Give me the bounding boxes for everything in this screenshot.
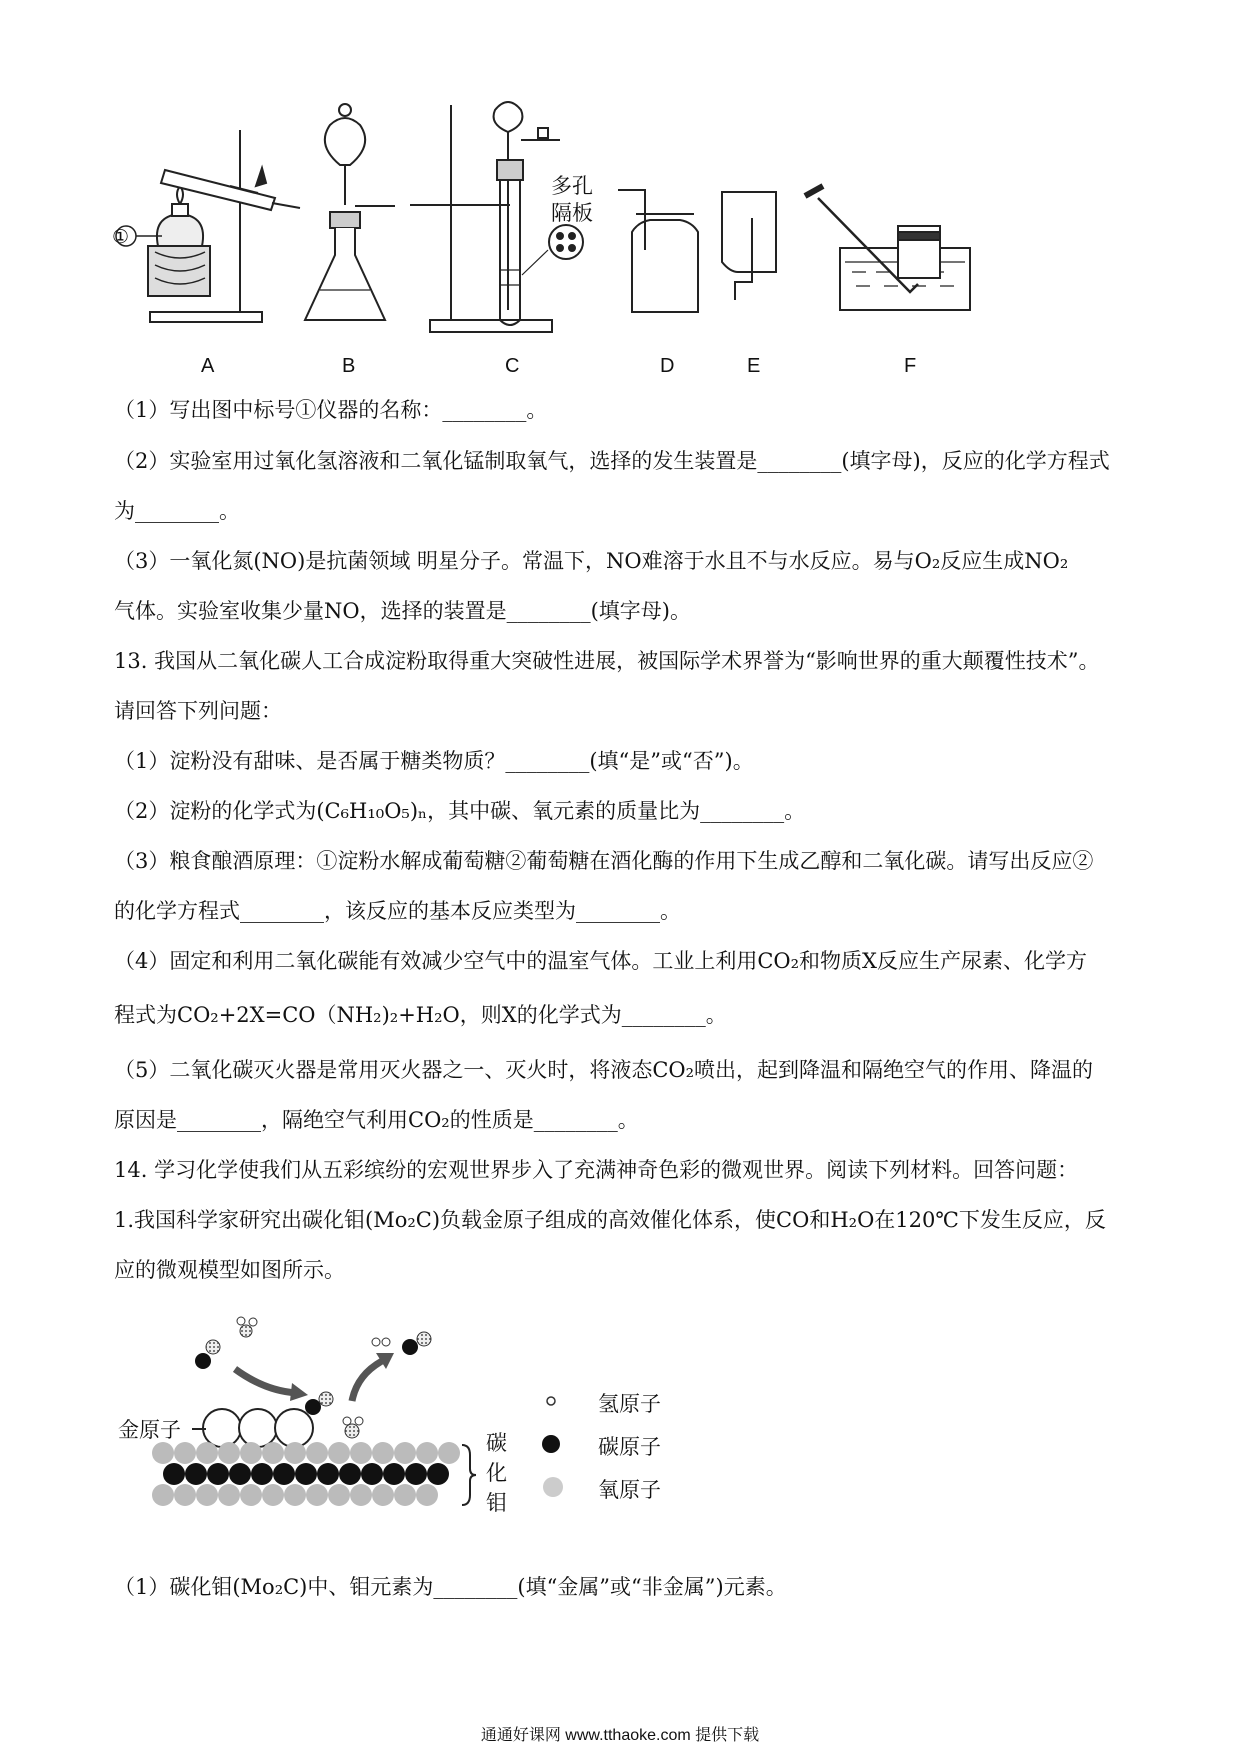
q13-part4-line1: （4）固定和利用二氧化碳能有效减少空气中的温室气体。工业上利用CO₂和物质X反应生产尿素、化学方 <box>114 949 1088 973</box>
label-a: A <box>201 355 215 377</box>
q13-part5-line1: （5）二氧化碳灭火器是常用灭火器之一、灭火时，将液态CO₂喷出，起到降温和隔绝空气的作用、降温的 <box>114 1058 1094 1082</box>
footer: 通通好课网 www.tthaoke.com 提供下载 <box>480 1727 760 1744</box>
q13-part3-line1: （3）粮食酿酒原理：①淀粉水解成葡萄糖②葡萄糖在酒化酶的作用下生成乙醇和二氧化碳。请写出反应② <box>114 849 1094 873</box>
q13-part5-line2: 原因是________，隔绝空气利用CO₂的性质是________。 <box>114 1108 639 1132</box>
label-e: E <box>747 355 761 377</box>
q13-stem-line1: 13. 我国从二氧化碳人工合成淀粉取得重大突破性进展，被国际学术界誉为“影响世界的重大颠覆性技术”。 <box>114 649 1100 673</box>
q14-material1-line1: 1.我国科学家研究出碳化钼(Mo₂C)负载金原子组成的高效催化体系，使CO和H₂O在120℃下发生反应，反 <box>114 1208 1106 1232</box>
carbide-label-3: 钼 <box>486 1492 507 1515</box>
q13-part1: （1）淀粉没有甜味、是否属于糖类物质？________(填“是”或“否”)。 <box>114 749 754 773</box>
q14-part1: （1）碳化钼(Mo₂C)中、钼元素为________(填“金属”或“非金属”)元素。 <box>114 1575 787 1599</box>
porous-plate-label-1: 多孔 <box>551 175 593 198</box>
label-d: D <box>660 355 675 377</box>
q14-material1-line2: 应的微观模型如图所示。 <box>114 1258 345 1282</box>
apparatus-b <box>305 104 395 320</box>
legend-oxygen: 氧原子 <box>598 1479 661 1502</box>
q12-part1: （1）写出图中标号①仪器的名称：________。 <box>114 398 548 422</box>
q13-part2: （2）淀粉的化学式为(C₆H₁₀O₅)ₙ，其中碳、氧元素的质量比为________。 <box>114 799 806 823</box>
carbide-label-2: 化 <box>486 1462 507 1485</box>
q13-part4-line2: 程式为CO₂+2X=CO（NH₂)₂+H₂O，则X的化学式为________。 <box>114 1003 727 1027</box>
apparatus-figure <box>0 0 1240 380</box>
q12-part3-line2: 气体。实验室收集少量NO，选择的装置是________(填字母)。 <box>114 599 691 623</box>
q12-part2-line2: 为________。 <box>114 499 240 523</box>
q13-part3-line2: 的化学方程式________，该反应的基本反应类型为________。 <box>114 899 681 923</box>
label-f: F <box>904 355 917 377</box>
q13-stem-line2: 请回答下列问题： <box>114 699 282 723</box>
catalyst-model-figure <box>0 1305 1240 1545</box>
legend-hydrogen: 氢原子 <box>598 1393 661 1416</box>
apparatus-d <box>618 190 698 312</box>
marker-label: ① <box>112 226 130 248</box>
apparatus-f <box>805 186 970 310</box>
porous-plate-label-2: 隔板 <box>551 202 593 225</box>
q14-stem: 14. 学习化学使我们从五彩缤纷的宏观世界步入了充满神奇色彩的微观世界。阅读下列材料。回答问题： <box>114 1158 1079 1182</box>
label-b: B <box>342 355 356 377</box>
q12-part3-line1: （3）一氧化氮(NO)是抗菌领域 明星分子。常温下，NO难溶于水且不与水反应。易与O₂反应生成NO₂ <box>114 549 1069 573</box>
legend-carbon: 碳原子 <box>598 1436 661 1459</box>
carbide-label-1: 碳 <box>486 1432 507 1455</box>
apparatus-e <box>722 192 776 300</box>
q12-part2-line1: （2）实验室用过氧化氢溶液和二氧化锰制取氧气，选择的发生装置是________(填字母)，反应的化学方程式 <box>114 449 1110 473</box>
label-c: C <box>505 355 520 377</box>
gold-atom-label: 金原子 <box>118 1419 181 1442</box>
apparatus-a <box>116 130 300 322</box>
